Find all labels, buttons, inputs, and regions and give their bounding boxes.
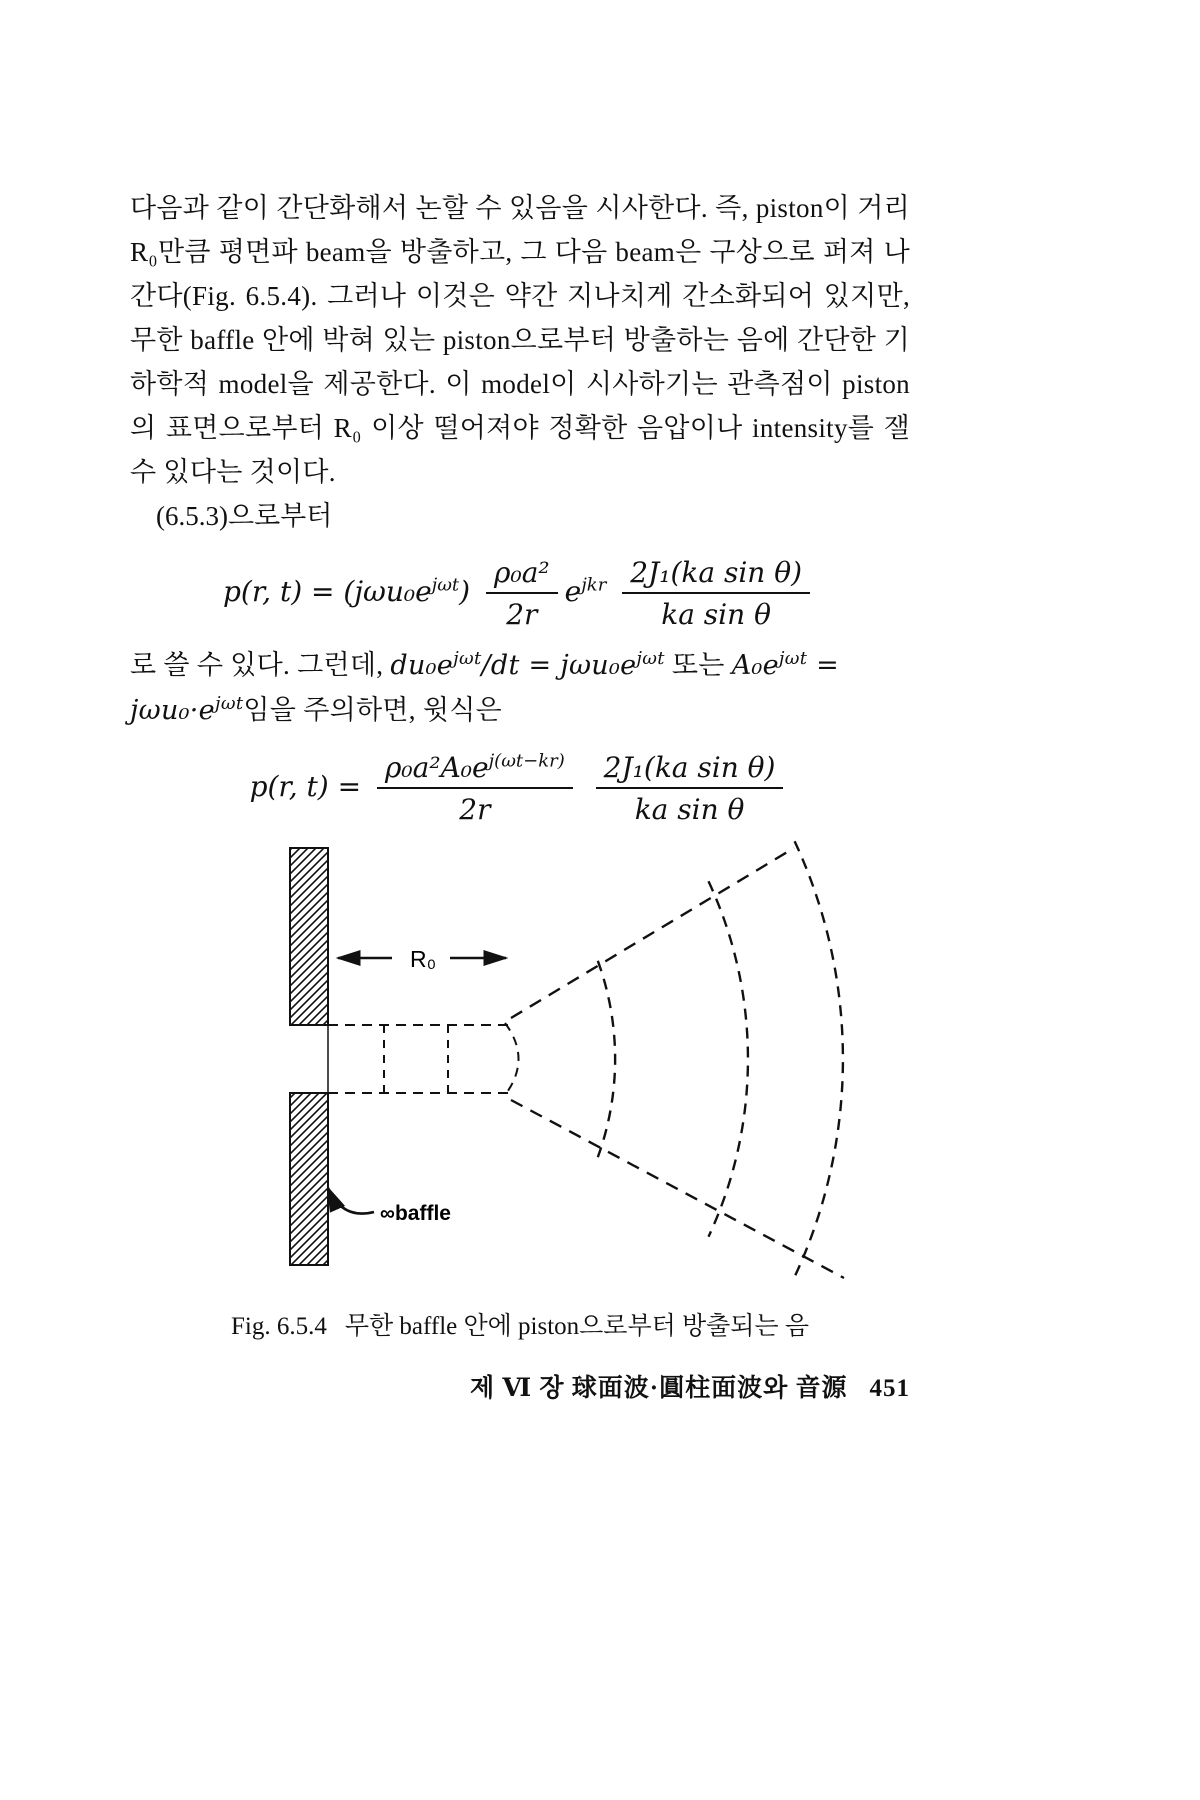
eq2-frac1-num-sup: j(ωt−kr) <box>488 750 565 772</box>
chapter-title: 제 Ⅵ 장 球面波·圓柱面波와 音源 <box>469 1375 848 1402</box>
eq2-frac2-denominator: ka sin θ <box>634 793 745 826</box>
para3-text-2: 임을 주의하면, 윗식은 <box>243 695 502 725</box>
figure-caption-text: 무한 baffle 안에 piston으로부터 방출되는 음 <box>344 1313 810 1340</box>
para3-math-1: du₀e <box>390 650 454 681</box>
eq1-close-paren: ) <box>459 575 471 608</box>
para3-text-or: 또는 <box>664 650 732 680</box>
para3-math-2: /dt = jωu₀e <box>481 650 637 681</box>
eq1-sup-jkr: jkr <box>581 574 607 596</box>
from-equation-line: (6.5.3)으로부터 <box>156 501 333 531</box>
spherical-wavefront-1 <box>598 961 615 1157</box>
eq2-fraction-1 <box>377 751 573 826</box>
eq1-frac1-denominator: 2r <box>506 598 538 631</box>
para3-sup-1: jωt <box>453 648 482 669</box>
figure-caption <box>130 1306 910 1342</box>
para3-sup-4: jωt <box>214 693 244 714</box>
para3-math-3: A₀e <box>731 650 779 681</box>
para3-text-1: 로 쓸 수 있다. 그런데, <box>130 650 391 680</box>
paragraph-intro: 다음과 같이 간단화해서 논할 수 있음을 시사한다. 즉, piston이 거리 R₀만큼 평면파 beam을 방출하고, 그 다음 beam은 구상으로 퍼져 나간다(Fig. 6.5.4). 그러나 이것은 약간 지나치게 간소화되어 있지만, 무한 baffle 안에 박혀 있는 piston으로부터 방출하는 음에 간단한 기하학적 model을 제공한다. 이 model이 시사하기는 관측점이 piston의 표면으로부터 R₀ 이상 떨어져야 정확한 음압이나 intensity를 잴 수 있다는 것이다. <box>130 193 910 487</box>
para3-sup-2: jωt <box>636 648 665 669</box>
piston-baffle-diagram <box>278 838 878 1290</box>
eq2-frac1-num-base: ρ₀a²A₀e <box>384 751 489 784</box>
baffle-pointer-arrow <box>328 1188 374 1214</box>
r0-label: R₀ <box>410 946 437 972</box>
spherical-wavefront-2 <box>709 881 748 1236</box>
para3-math-4: = <box>807 650 840 681</box>
paragraph-derivation <box>130 643 910 733</box>
transition-wavefront <box>505 1023 519 1095</box>
equation-pressure-2 <box>130 751 910 826</box>
eq1-fraction-2 <box>622 556 810 631</box>
eq2-fraction-2 <box>596 751 784 826</box>
para3-math-5: jωu₀·e <box>130 695 215 726</box>
equation-pressure-1 <box>130 556 910 631</box>
eq1-frac2-denominator: ka sin θ <box>661 598 771 631</box>
eq2-frac2-numerator: 2J₁(ka sin θ) <box>596 751 784 789</box>
page-number: 451 <box>869 1375 910 1402</box>
baffle-lower-block <box>290 1093 328 1265</box>
eq2-frac1-denominator: 2r <box>459 793 491 826</box>
eq1-fraction-1 <box>486 556 558 631</box>
figure-6-5-4 <box>130 838 910 1290</box>
baffle-upper-block <box>290 848 328 1025</box>
page-content <box>130 186 910 1342</box>
eq1-frac1-numerator: ρ₀a² <box>486 556 558 594</box>
eq1-sup-jwt: jωt <box>431 574 460 596</box>
eq2-lead: p(r, t) = <box>249 770 362 803</box>
figure-caption-number: Fig. 6.5.4 <box>230 1313 327 1340</box>
page-footer <box>130 1368 910 1404</box>
eq2-frac1-numerator <box>377 751 573 789</box>
baffle-label: ∞baffle <box>380 1202 451 1225</box>
spherical-wavefront-3 <box>795 841 843 1277</box>
beam-edge-lower <box>511 1100 844 1278</box>
eq1-frac2-numerator: 2J₁(ka sin θ) <box>622 556 810 594</box>
para3-sup-3: jωt <box>778 648 808 669</box>
eq1-e-term: e <box>564 575 582 608</box>
beam-edge-upper <box>511 848 794 1018</box>
eq1-lead: p(r, t) = (jωu₀e <box>223 575 432 608</box>
